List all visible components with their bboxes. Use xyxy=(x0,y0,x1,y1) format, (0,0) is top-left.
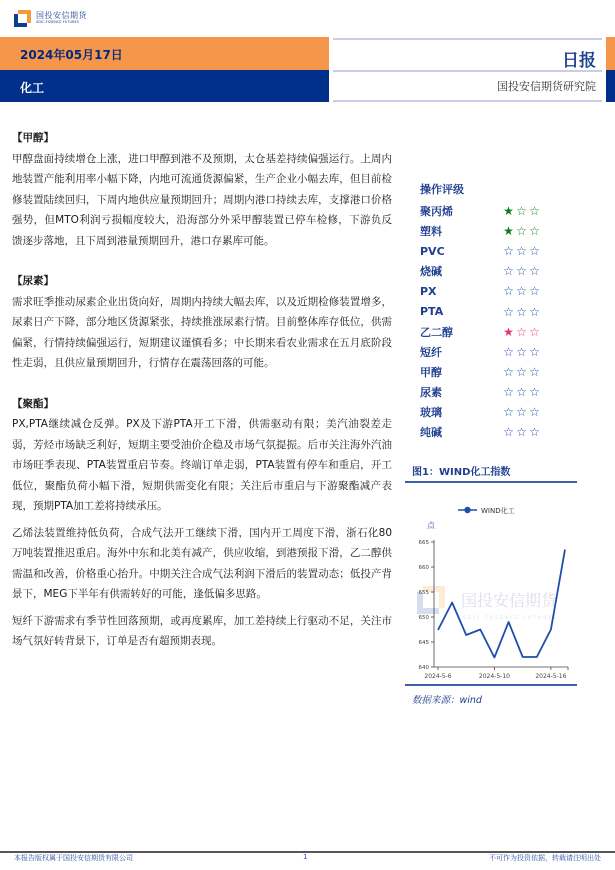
y-tick-label: 645 xyxy=(418,640,429,646)
rating-row xyxy=(420,281,541,301)
rating-row xyxy=(420,241,541,261)
star-outline-icon: ☆ xyxy=(529,384,540,399)
report-title-box xyxy=(329,37,606,102)
rating-stars xyxy=(502,204,541,218)
rating-title: 操作评级 xyxy=(420,183,464,196)
y-tick-label: 665 xyxy=(418,540,429,546)
star-outline-icon: ☆ xyxy=(503,404,514,419)
rating-stars xyxy=(502,365,541,379)
rating-product-name: 尿素 xyxy=(420,385,442,399)
y-tick-label: 655 xyxy=(418,590,429,596)
report-sector: 化工 xyxy=(20,81,45,95)
rating-stars xyxy=(502,345,541,359)
report-date: 2024年05月17日 xyxy=(20,48,123,62)
svg-text:国投安信期货: 国投安信期货 xyxy=(461,591,558,610)
rating-stars xyxy=(502,325,541,339)
rating-row xyxy=(420,422,541,442)
operation-rating-table xyxy=(420,181,541,442)
rating-product-name: 聚丙烯 xyxy=(420,205,453,219)
rating-row xyxy=(420,221,541,241)
star-outline-icon: ☆ xyxy=(529,244,540,259)
section-paragraph: 需求旺季推动尿素企业出货向好，周期内持续大幅去库，以及近期检修装置增多，尿素日产下降，部分地区货源紧张，持续推涨尿素行情。目前整体库存低位，供需偏紧，行情持续偏强运行，短期建议谨慎看多；中长期来看农业需求在五月底阶段性走弱，且供应量预期回升，行情存在震荡回落的可能。 xyxy=(12,295,392,369)
section-paragraph: 短纤下游需求有季节性回落预期，或再度累库，加工差持续上行驱动不足，关注市场气氛好转背景下，订单是否有超预期表现。 xyxy=(12,614,392,647)
rating-row xyxy=(420,342,541,362)
star-outline-icon: ☆ xyxy=(529,344,540,359)
figure-divider-bottom xyxy=(405,684,577,686)
rating-row xyxy=(420,362,541,382)
star-outline-icon: ☆ xyxy=(529,324,540,339)
rating-stars xyxy=(502,224,541,238)
star-outline-icon: ☆ xyxy=(503,284,514,299)
star-outline-icon: ☆ xyxy=(503,364,514,379)
star-filled-icon: ★ xyxy=(503,224,514,239)
section-polyester xyxy=(12,394,392,652)
star-outline-icon: ☆ xyxy=(516,404,527,419)
rating-stars xyxy=(502,425,541,439)
x-tick-label: 2024-5-6 xyxy=(424,673,452,680)
svg-text:WIND化工: WIND化工 xyxy=(481,507,515,515)
star-outline-icon: ☆ xyxy=(503,344,514,359)
star-outline-icon: ☆ xyxy=(503,304,514,319)
rating-row xyxy=(420,201,541,221)
rating-product-name: PX xyxy=(420,284,437,298)
figure-divider xyxy=(405,481,577,483)
logo-text-cn: 国投安信期货 xyxy=(36,11,87,21)
rating-product-name: 烧碱 xyxy=(420,265,442,279)
rating-row xyxy=(420,322,541,342)
rating-product-name: PTA xyxy=(420,305,444,319)
star-outline-icon: ☆ xyxy=(516,364,527,379)
wind-chemical-index-chart xyxy=(405,495,580,689)
section-paragraph: 乙烯法装置维持低负荷，合成气法开工继续下滑，国内开工周度下滑，浙石化80万吨装置推迟重启。海外中东和北美有减产，供应收缩，到港预报下滑，乙二醇供需温和改善，价格重心抬升。中期关注合成气法利润下滑后的装置动态；低投产背景下，MEG下半年有供需转好的可能，逢低偏多思路。 xyxy=(12,526,392,600)
page-number: 1 xyxy=(303,853,308,861)
star-outline-icon: ☆ xyxy=(529,264,540,279)
rating-row xyxy=(420,261,541,281)
rating-row xyxy=(420,382,541,402)
star-outline-icon: ☆ xyxy=(503,244,514,259)
y-tick-label: 640 xyxy=(418,665,429,671)
rating-product-name: PVC xyxy=(420,244,445,258)
x-tick-label: 2024-5-10 xyxy=(478,673,510,680)
section-title: 【聚酯】 xyxy=(12,397,54,410)
star-outline-icon: ☆ xyxy=(503,384,514,399)
section-title: 【甲醇】 xyxy=(12,132,54,144)
report-type: 日报 xyxy=(562,51,596,71)
section-methanol xyxy=(12,128,392,251)
rating-stars xyxy=(502,405,541,419)
rating-row xyxy=(420,402,541,422)
star-outline-icon: ☆ xyxy=(516,384,527,399)
rating-stars xyxy=(502,264,541,278)
figure-title: 图1：WIND化工指数 xyxy=(412,467,511,478)
star-outline-icon: ☆ xyxy=(529,425,540,440)
data-source: 数据来源：wind xyxy=(412,695,482,706)
institute-name: 国投安信期货研究院 xyxy=(497,80,596,93)
rating-product-name: 甲醇 xyxy=(420,365,442,379)
star-outline-icon: ☆ xyxy=(516,244,527,259)
rating-product-name: 纯碱 xyxy=(420,426,442,440)
star-outline-icon: ☆ xyxy=(529,364,540,379)
x-tick-label: 2024-5-16 xyxy=(535,673,567,680)
star-outline-icon: ☆ xyxy=(516,264,527,279)
rating-stars xyxy=(502,284,541,298)
y-tick-label: 660 xyxy=(418,565,429,571)
rating-stars xyxy=(502,305,541,319)
company-logo xyxy=(14,10,87,27)
commentary-column xyxy=(12,128,392,652)
section-title: 【尿素】 xyxy=(12,275,54,287)
star-outline-icon: ☆ xyxy=(516,425,527,440)
section-urea xyxy=(12,271,392,374)
footer-disclaimer: 不可作为投资依据，转载请注明出处 xyxy=(489,854,601,862)
chart-legend xyxy=(458,506,515,515)
rating-stars xyxy=(502,244,541,258)
y-axis-label: 点 xyxy=(427,521,435,530)
star-outline-icon: ☆ xyxy=(516,224,527,239)
star-outline-icon: ☆ xyxy=(529,204,540,219)
star-outline-icon: ☆ xyxy=(503,264,514,279)
star-outline-icon: ☆ xyxy=(529,404,540,419)
star-outline-icon: ☆ xyxy=(516,284,527,299)
y-tick-label: 650 xyxy=(418,615,429,621)
star-outline-icon: ☆ xyxy=(529,304,540,319)
rating-product-name: 乙二醇 xyxy=(420,325,453,339)
watermark xyxy=(417,586,558,621)
rating-product-name: 玻璃 xyxy=(420,405,442,419)
section-paragraph: 甲醇盘面持续增仓上涨，进口甲醇到港不及预期，太仓基差持续偏强运行。上周内地装置产能利用率小幅下降，内地可流通货源偏紧，生产企业小幅去库，但目前检修装置陆续回归，下周内地供应量预期回升；周期内港口持续去库，支撑港口价格强势，但MTO利润亏损幅度较大，沿海部分外采甲醇装置已停车检修，下游负反馈逐步落地，且下周到港量预期回升，港口存累库可能。 xyxy=(12,152,392,247)
footer-copyright: 本报告版权属于国投安信期货有限公司 xyxy=(14,854,133,862)
logo-mark-icon xyxy=(14,10,31,27)
star-outline-icon: ☆ xyxy=(516,204,527,219)
star-filled-icon: ★ xyxy=(503,324,514,339)
star-outline-icon: ☆ xyxy=(503,425,514,440)
logo-text-en: SDIC ESSENCE FUTURES xyxy=(36,20,79,25)
svg-text:SDIC ESSENCE FUTURES: SDIC ESSENCE FUTURES xyxy=(463,616,559,621)
section-paragraph: PX,PTA继续减仓反弹。PX及下游PTA开工下滑，供需驱动有限；美汽油裂差走弱，芳烃市场缺乏利好，短期主要受油价企稳及市场气氛提振。后市关注海外汽油市场旺季表现、PTA装置重启节奏。终端订单走弱，PTA装置有停车和重启，开工低位，聚酯负荷小幅下滑，短期供需变化有限；关注后市重启与下游聚酯减产表现，预期PTA加工差将持续承压。 xyxy=(12,418,392,512)
star-filled-icon: ★ xyxy=(503,204,514,219)
rating-product-name: 短纤 xyxy=(420,345,442,359)
star-outline-icon: ☆ xyxy=(516,344,527,359)
star-outline-icon: ☆ xyxy=(516,304,527,319)
rating-product-name: 塑料 xyxy=(420,225,442,239)
star-outline-icon: ☆ xyxy=(529,284,540,299)
rating-stars xyxy=(502,385,541,399)
rating-row xyxy=(420,301,541,321)
star-outline-icon: ☆ xyxy=(516,324,527,339)
star-outline-icon: ☆ xyxy=(529,224,540,239)
